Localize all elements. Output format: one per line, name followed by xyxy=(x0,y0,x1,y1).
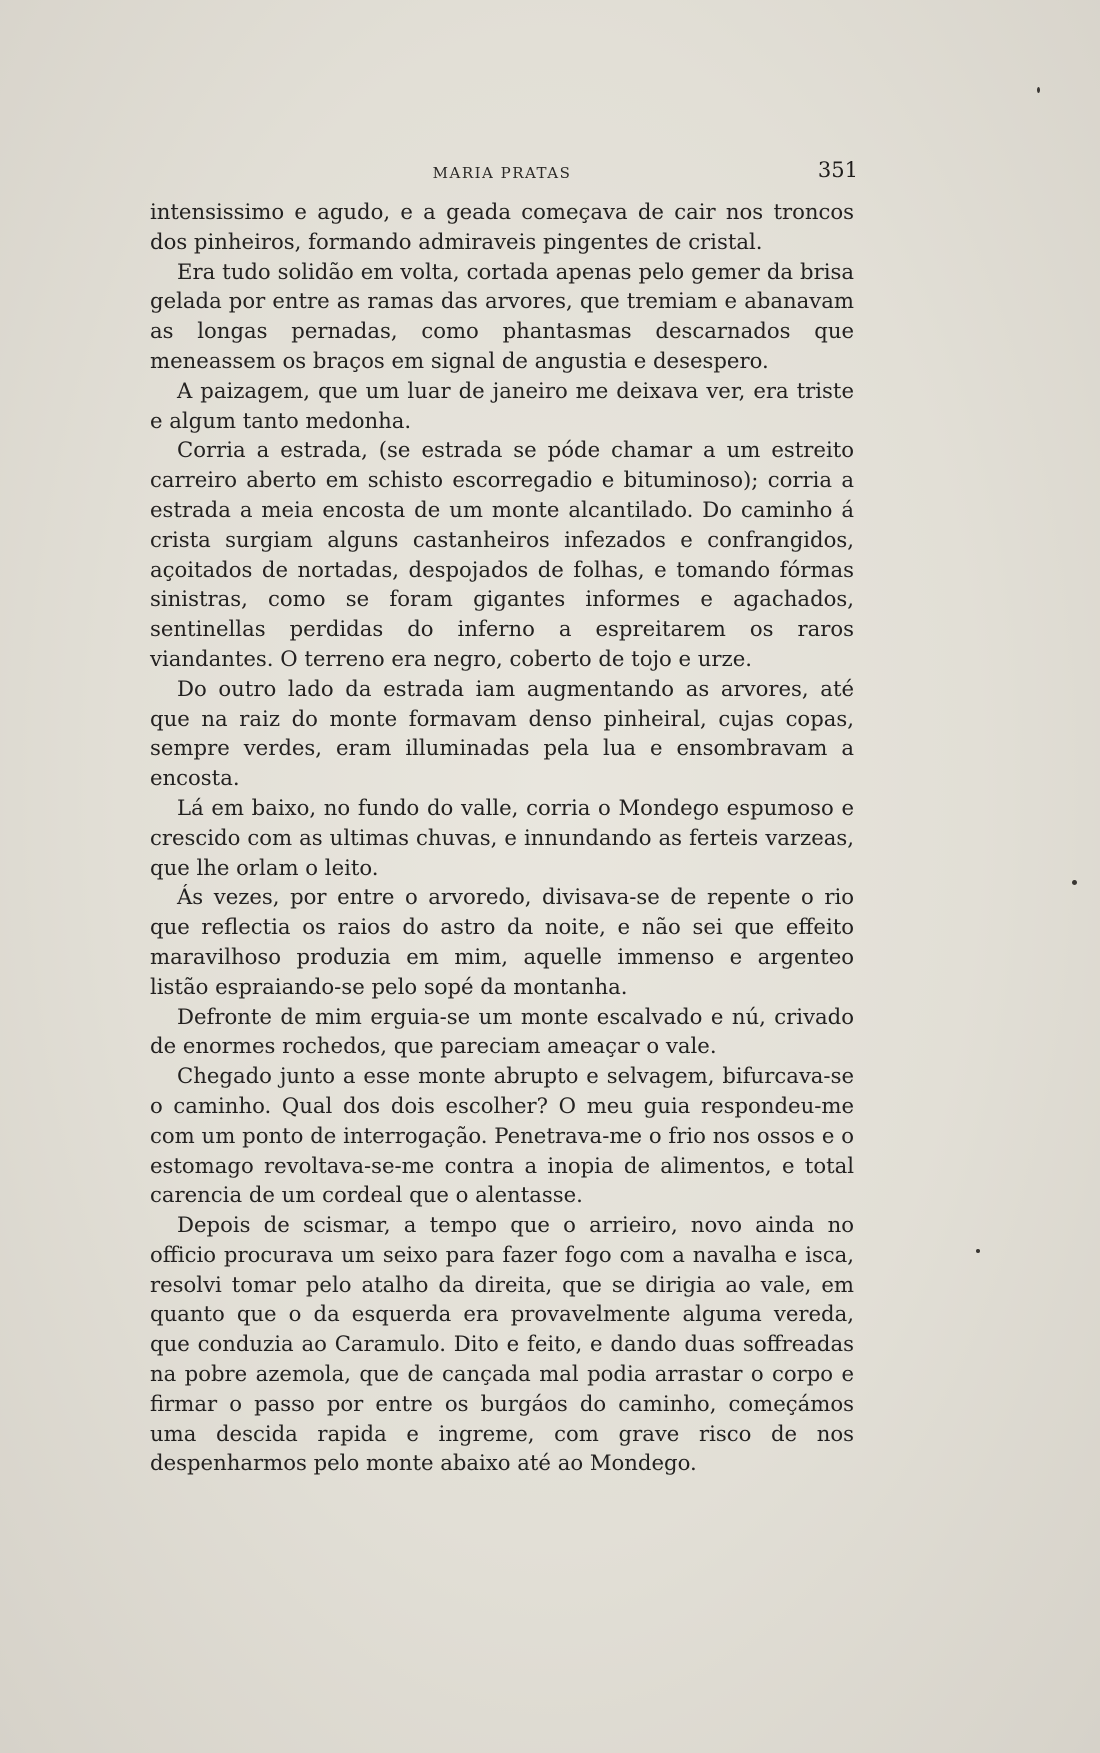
paragraph-10: Depois de scismar, a tempo que o arrieiro, novo ainda no officio procurava um seixo para fazer fogo com a navalha e isca, resolvi tomar pelo atalho da direita, que se dirigia ao vale, em quanto que o da esquerda era provavelmente alguma vereda, que conduzia ao Caramulo. Dito e feito, e dando duas soffreadas na pobre azemola, que de cançada mal podia arrastar o corpo e firmar o passo por entre os burgáos do caminho, começámos uma descida rapida e ingreme, com grave risco de nos despenharmos pelo monte abaixo até ao Mondego. xyxy=(150,1212,854,1476)
page-number: 351 xyxy=(817,158,858,182)
body-text xyxy=(150,197,854,1478)
paragraph-6: Lá em baixo, no fundo do valle, corria o Mondego espumoso e crescido com as ultimas chuvas, e innundando as ferteis varzeas, que lhe orlam o leito. xyxy=(150,794,854,880)
paragraph-5: Do outro lado da estrada iam augmentando as arvores, até que na raiz do monte formavam denso pinheiral, cujas copas, sempre verdes, eram illuminadas pela lua e ensombravam a encosta. xyxy=(150,675,854,791)
running-title: MARIA PRATAS xyxy=(432,164,572,182)
page-header xyxy=(150,158,858,188)
paragraph-4: Corria a estrada, (se estrada se póde chamar a um estreito carreiro aberto em schisto escorregadio e bituminoso); corria a estrada a meia encosta de um monte alcantilado. Do caminho á crista surgiam alguns castanheiros infezados e confrangidos, açoitados de nortadas, despojados de folhas, e tomando fórmas sinistras, como se foram gigantes informes e agachados, sentinellas perdidas do inferno a espreitarem os raros viandantes. O terreno era negro, coberto de tojo e urze. xyxy=(150,437,854,671)
paper-speck xyxy=(1037,87,1040,93)
paragraph-3: A paizagem, que um luar de janeiro me deixava ver, era triste e algum tanto medonha. xyxy=(150,377,854,433)
paragraph-1: intensissimo e agudo, e a geada começava de cair nos troncos dos pinheiros, formando admiraveis pingentes de cristal. xyxy=(150,199,854,254)
paragraph-9: Chegado junto a esse monte abrupto e selvagem, bifurcava-se o caminho. Qual dos dois escolher? O meu guia respondeu-me com um ponto de interrogação. Penetrava-me o frio nos ossos e o estomago revoltava-se-me contra a inopia de alimentos, e total carencia de um cordeal que o alentasse. xyxy=(150,1063,854,1208)
paragraph-7: Ás vezes, por entre o arvoredo, divisava-se de repente o rio que reflectia os raios do astro da noite, e não sei que effeito maravilhoso produzia em mim, aquelle immenso e argenteo listão espraiando-se pelo sopé da montanha. xyxy=(150,884,854,999)
paper-speck xyxy=(976,1249,980,1253)
paragraph-2: Era tudo solidão em volta, cortada apenas pelo gemer da brisa gelada por entre as ramas das arvores, que tremiam e abanavam as longas pernadas, como phantasmas descarnados que meneassem os braços em signal de angustia e desespero. xyxy=(150,258,854,373)
paragraph-8: Defronte de mim erguia-se um monte escalvado e nú, crivado de enormes rochedos, que pareciam ameaçar o vale. xyxy=(150,1003,854,1059)
paper-speck xyxy=(1072,880,1077,885)
